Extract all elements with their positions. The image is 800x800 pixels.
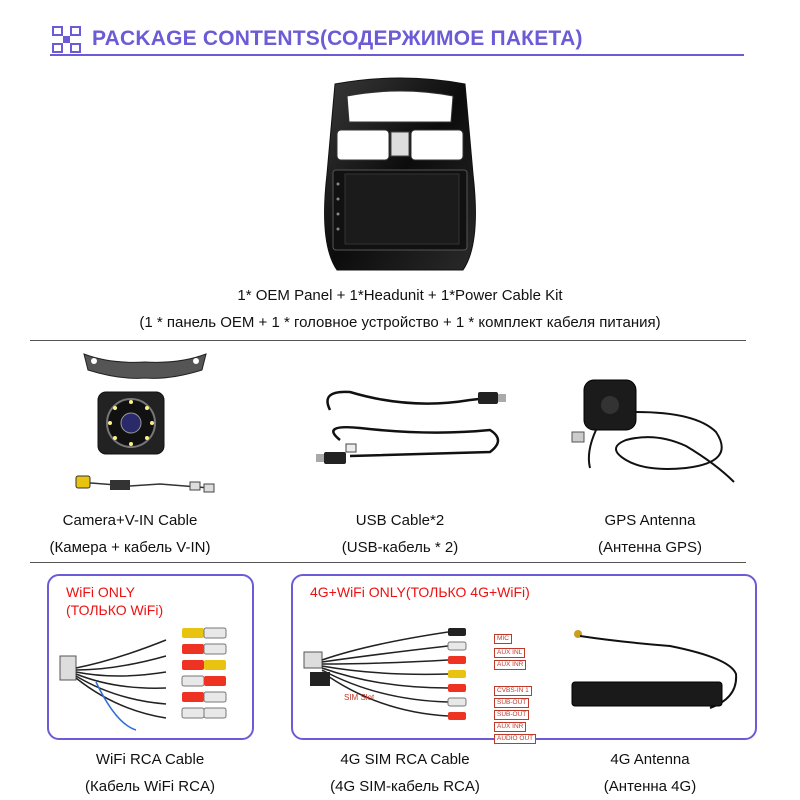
divider xyxy=(30,340,746,341)
rca-tag-sub-out: SUB-OUT xyxy=(494,698,529,708)
header-divider xyxy=(50,54,744,56)
gps-caption-line2: (Антенна GPS) xyxy=(597,539,703,556)
oem-panel-image xyxy=(313,74,487,274)
panel-caption xyxy=(0,284,800,335)
panel-caption-line2: (1 * панель OEM + 1 * головное устройство + 1 * комплект кабеля питания) xyxy=(139,314,661,331)
rca-tag-aux-inr-2: AUX INR xyxy=(494,722,526,732)
usb-cable-image xyxy=(310,380,510,480)
divider xyxy=(30,562,746,563)
camera-caption-line2: (Камера + кабель V-IN) xyxy=(49,539,211,556)
4g-sim-rca-caption-line1: 4G SIM RCA Cable xyxy=(340,751,470,768)
wifi-only-label: WiFi ONLY xyxy=(66,584,135,600)
rca-tag-aux-inl: AUX INL xyxy=(494,648,525,658)
camera-caption-line1: Camera+V-IN Cable xyxy=(62,512,198,529)
wifi-rca-caption-line2: (Кабель WiFi RCA) xyxy=(85,778,215,795)
header xyxy=(0,0,800,62)
rca-tag-audio-out: AUDIO OUT xyxy=(494,734,536,744)
usb-caption-line2: (USB-кабель * 2) xyxy=(341,539,459,556)
4g-wifi-only-label: 4G+WiFi ONLY(ТОЛЬКО 4G+WiFi) xyxy=(310,584,530,600)
wifi-rca-cable-image xyxy=(56,620,246,736)
rca-tag-aux-inr: AUX INR xyxy=(494,660,526,670)
wifi-only-label-ru: (ТОЛЬКО WiFi) xyxy=(66,602,164,618)
page-title: PACKAGE CONTENTS(СОДЕРЖИМОЕ ПАКЕТА) xyxy=(92,27,583,50)
gps-caption-line1: GPS Antenna xyxy=(604,512,696,529)
usb-caption xyxy=(300,509,500,560)
rca-tag-cvbs-in: CVBS-IN 1 xyxy=(494,686,532,696)
gps-antenna-image xyxy=(566,372,750,500)
panel-caption-line1: 1* OEM Panel + 1*Headunit + 1*Power Cable Kit xyxy=(237,287,563,304)
4g-antenna-caption-line2: (Антенна 4G) xyxy=(603,778,697,795)
usb-caption-line1: USB Cable*2 xyxy=(355,512,445,529)
camera-caption xyxy=(20,509,240,560)
sim-slot-label: SIM Slot xyxy=(344,693,375,702)
4g-antenna-caption-line1: 4G Antenna xyxy=(610,751,690,768)
4g-antenna-caption xyxy=(550,748,750,799)
rca-tag-sub-out-2: SUB-OUT xyxy=(494,710,529,720)
package-grid-icon xyxy=(52,26,82,54)
rca-tag-mic: MIC xyxy=(494,634,512,644)
camera-image xyxy=(70,350,220,500)
4g-sim-rca-caption-line2: (4G SIM-кабель RCA) xyxy=(330,778,480,795)
wifi-rca-caption xyxy=(40,748,260,799)
4g-antenna-image xyxy=(560,628,750,718)
gps-caption xyxy=(550,509,750,560)
4g-sim-rca-caption xyxy=(300,748,510,799)
wifi-rca-caption-line1: WiFi RCA Cable xyxy=(95,751,205,768)
